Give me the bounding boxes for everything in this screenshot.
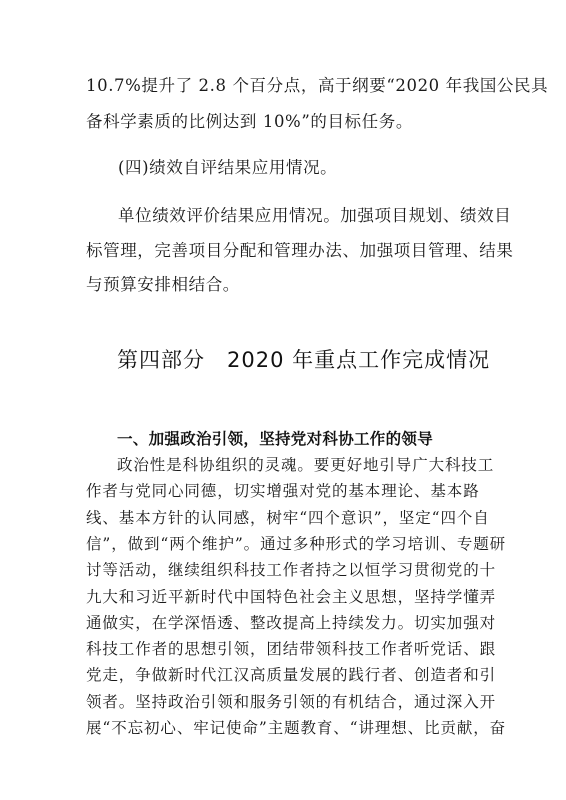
section-1-heading: 一、加强政治引领，坚持党对科协工作的领导: [117, 430, 434, 448]
intro-line-2: 备科学素质的比例达到 10%”的目标任务。: [86, 112, 413, 131]
section-1-line-10: 领者。坚持政治引领和服务引领的有机结合，通过深入开: [86, 693, 497, 711]
section-1-line-11: 展“不忘初心、牢记使命”主题教育、“讲理想、比贡献，奋: [86, 719, 507, 737]
section-1-line-5: 讨等活动，继续组织科技工作者持之以恒学习贯彻党的十: [86, 561, 497, 579]
intro-line-1: 10.7%提升了 2.8 个百分点，高于纲要“2020 年我国公民具: [86, 76, 549, 95]
subsection-4-line-3: 与预算安排相结合。: [86, 275, 240, 294]
section-1-line-4: 信”，做到“两个维护”。通过多种形式的学习培训、专题研: [86, 535, 507, 553]
subsection-4-line-2: 标管理，完善项目分配和管理办法、加强项目管理、结果: [86, 241, 514, 260]
section-1-line-8: 科技工作者的思想引领，团结带领科技工作者听党话、跟: [86, 640, 497, 658]
section-1-line-2: 作者与党同心同德，切实增强对党的基本理论、基本路: [86, 482, 480, 500]
section-1-line-7: 通做实，在学深悟透、整改提高上持续发力。切实加强对: [86, 614, 497, 632]
part-4-title: 第四部分 2020 年重点工作完成情况: [117, 348, 491, 372]
section-1-line-9: 党走，争做新时代江汉高质量发展的践行者、创造者和引: [86, 666, 497, 684]
section-1-line-6: 九大和习近平新时代中国特色社会主义思想，坚持学懂弄: [86, 588, 497, 606]
section-1-line-3: 线、基本方针的认同感，树牢“四个意识”，坚定“四个自: [86, 509, 490, 527]
subsection-4-heading: (四)绩效自评结果应用情况。: [118, 158, 338, 177]
subsection-4-line-1: 单位绩效评价结果应用情况。加强项目规划、绩效目: [118, 206, 512, 225]
section-1-line-1: 政治性是科协组织的灵魂。要更好地引导广大科技工: [117, 456, 495, 474]
